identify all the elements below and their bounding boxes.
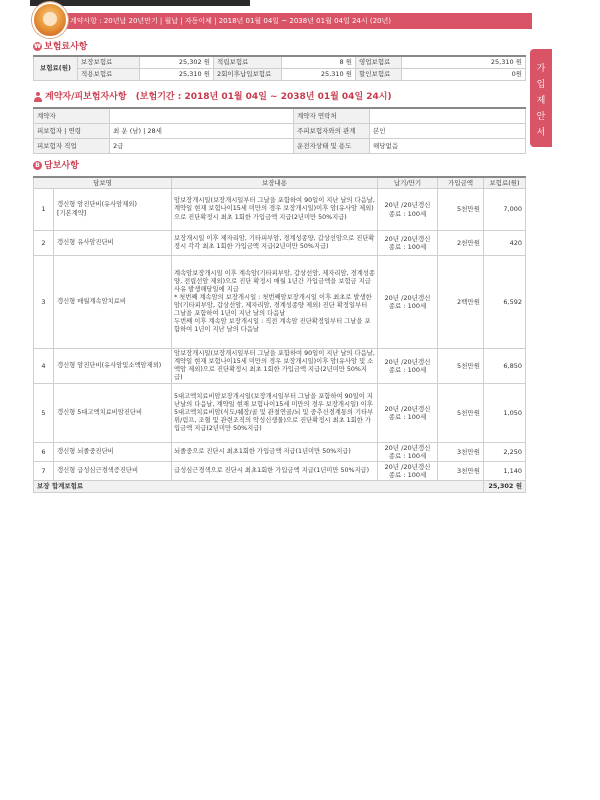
coverage-amount: 2백만원 [438, 256, 484, 349]
coverage-name: 갱신형 암진단비(유사암제외) [기본계약] [54, 189, 172, 231]
table-cell: 25,310 원 [282, 69, 356, 81]
coverage-term: 20년 /20년갱신 종료 : 100세 [378, 384, 438, 443]
coverage-name: 갱신형 급성심근경색증진단비 [54, 462, 172, 481]
table-cell [370, 108, 526, 124]
column-header: 보험료(원) [484, 177, 526, 189]
coverage-premium: 420 [484, 231, 526, 256]
coverage-premium: 2,250 [484, 443, 526, 462]
won-coin-icon: ₩ [34, 43, 41, 50]
coverage-premium: 6,592 [484, 256, 526, 349]
column-header: 가입금액 [438, 177, 484, 189]
contract-summary-text: 계약사항 : 20년납 20년만기 | 월납 | 자동이체 | 2018년 01월 04일 ~ 2038년 01월 04일 24시 (20년) [70, 17, 391, 25]
table-row [34, 349, 526, 384]
row-number: 6 [34, 443, 54, 462]
coverage-content: 암보장개시일(보장개시일부터 그날을 포함하여 90일이 지난 날의 다음날, 계약일 현재 보험나이15세 미만의 경우 보장개시일)이후 암(유사암 제외)으로 진단확정시 최초 1회한 가입금액 지급(2년미만 50%지급) [172, 189, 378, 231]
table-cell: 2회이후납입보험료 [214, 69, 282, 81]
table-cell: 계약자 [34, 108, 110, 124]
table-cell: 보장보험료 [78, 56, 140, 69]
coverage-amount: 3천만원 [438, 462, 484, 481]
table-row [34, 231, 526, 256]
coverage-name: 갱신형 암진단비(유사암및소액암제외) [54, 349, 172, 384]
contract-summary-banner [34, 13, 532, 29]
total-row [34, 481, 526, 493]
table-row [34, 189, 526, 231]
table-row [34, 384, 526, 443]
premium-section-header [33, 41, 87, 53]
table-cell: 2급 [110, 139, 294, 154]
contract-section-title: 계약자/피보험자사항 [45, 92, 127, 102]
total-label: 보장 합계보험료 [34, 481, 484, 493]
column-header: 보장내용 [172, 177, 378, 189]
coverage-content: 뇌졸중으로 진단시 최초1회한 가입금액 지급(1년미만 50%지급) [172, 443, 378, 462]
table-cell: 최 운 (남) | 28세 [110, 124, 294, 139]
coverage-premium: 1,140 [484, 462, 526, 481]
table-cell: 25,310 원 [402, 56, 526, 69]
row-number: 4 [34, 349, 54, 384]
coverage-section-header [33, 160, 79, 172]
contract-section-header [33, 91, 392, 103]
coverage-content: 5대고액치료비암보장개시일(보장개시일부터 그날을 포함하여 90일이 지난날의 다음날, 계약일 현재 보험나이15세 미만의 경우 보장개시일) 이후 5대고액치료비암(식도/췌장/골 및 관절연골/뇌 및 중추신경계통의 기타부위/림프, 조혈 및 관련조직의 악성신생물)으로 진단확정시 최초 1회한 가입금액 지급(2년미만 50%지급) [172, 384, 378, 443]
coverage-name: 갱신형 매월계속암치료비 [54, 256, 172, 349]
side-tab-char: 서 [536, 128, 546, 138]
coverage-term: 20년 /20년갱신 종료 : 100세 [378, 231, 438, 256]
table-cell: 계약자 연락처 [294, 108, 370, 124]
side-tab-char: 제 [536, 96, 546, 106]
table-header-row [34, 177, 526, 189]
coverage-content: 보장개시일 이후 제자리암, 기타피부암, 경계성종양, 갑상선암으로 진단확정시 각각 최초 1회한 가입금액 지급(2년미만 50%지급) [172, 231, 378, 256]
table-cell: 적립보험료 [214, 56, 282, 69]
side-tab-char: 입 [536, 80, 546, 90]
table-cell: 주피보험자와의 관계 [294, 124, 370, 139]
table-row [34, 139, 526, 154]
table-row [34, 256, 526, 349]
coverage-content: 급성심근경색으로 진단시 최초1회한 가입금액 지급(1년미만 50%지급) [172, 462, 378, 481]
table-row [34, 124, 526, 139]
coverage-section-title: 담보사항 [44, 161, 79, 171]
table-cell: 25,302 원 [140, 56, 214, 69]
premium-table [33, 55, 526, 81]
table-cell: 피보험자 | 연령 [34, 124, 110, 139]
table-row [34, 462, 526, 481]
table-cell [110, 108, 294, 124]
contract-table [33, 107, 526, 154]
table-cell: 0원 [402, 69, 526, 81]
table-cell: 25,310 원 [140, 69, 214, 81]
table-cell: 본인 [370, 124, 526, 139]
coverage-amount: 5천만원 [438, 189, 484, 231]
table-cell: 운전자상태 및 용도 [294, 139, 370, 154]
coverage-term: 20년 /20년갱신 종료 : 100세 [378, 443, 438, 462]
table-cell: 영업보험료 [356, 56, 402, 69]
mascot-face [43, 12, 57, 26]
side-tab-proposal[interactable] [530, 49, 552, 147]
coverage-amount: 3천만원 [438, 443, 484, 462]
table-cell: 피보험자 직업 [34, 139, 110, 154]
row-number: 2 [34, 231, 54, 256]
coverage-premium: 6,850 [484, 349, 526, 384]
coverage-name: 갱신형 유사암진단비 [54, 231, 172, 256]
shield-icon: B [33, 161, 42, 170]
table-cell: 해당없음 [370, 139, 526, 154]
coverage-table [33, 176, 526, 493]
mascot-logo [32, 2, 68, 38]
coverage-rows [34, 189, 526, 481]
coverage-content: 계속암보장개시일 이후 계속암(기타피부암, 갑상선암, 제자리암, 경계성종양, 전립선암 제외)으로 진단 확정시 매월 1년간 가입금액을 보험금 지급사유 발생해당일에 지급 * 첫번째 계속암의 보장개시일 : 첫번째암보장개시일 이후 최초로 발생한 암(기타피부암, 갑상선암, 제자리암, 경계성종양 제외) 진단 확정일부터 그날을 포함하여 1년이 지난 날의 다음날 두번째 이후 계속암 보장개시일 : 직전 계속암 진단확정일부터 그날을 포함하여 1년이 지난 날의 다음날 [172, 256, 378, 349]
table-row [34, 69, 526, 81]
coverage-amount: 5천만원 [438, 349, 484, 384]
coverage-amount: 2천만원 [438, 231, 484, 256]
table-cell: 적용보험료 [78, 69, 140, 81]
coverage-amount: 5천만원 [438, 384, 484, 443]
coverage-term: 20년 /20년갱신 종료 : 100세 [378, 462, 438, 481]
row-number: 5 [34, 384, 54, 443]
side-tab-char: 안 [536, 112, 546, 122]
coverage-term: 20년 /20년갱신 종료 : 100세 [378, 349, 438, 384]
premium-row-label: 보험료(원) [34, 56, 78, 81]
premium-section-title: 보험료사항 [44, 42, 88, 52]
row-number: 1 [34, 189, 54, 231]
coverage-term: 20년 /20년갱신 종료 : 100세 [378, 256, 438, 349]
table-row [34, 56, 526, 69]
row-number: 3 [34, 256, 54, 349]
column-header: 담보명 [34, 177, 172, 189]
coverage-name: 갱신형 5대고액치료비암진단비 [54, 384, 172, 443]
row-number: 7 [34, 462, 54, 481]
table-row [34, 108, 526, 124]
coverage-name: 갱신형 뇌졸중진단비 [54, 443, 172, 462]
table-cell: 8 원 [282, 56, 356, 69]
column-header: 납기/만기 [378, 177, 438, 189]
coverage-premium: 1,050 [484, 384, 526, 443]
table-row [34, 443, 526, 462]
coverage-premium: 7,000 [484, 189, 526, 231]
coverage-content: 암보장개시일(보장개시일부터 그날을 포함하여 90일이 지난 날의 다음날, 계약일 현재 보험나이15세 미만의 경우 보장개시일)이후 암(유사암 및 소액암 제외)으로 진단확정시 최초 1회한 가입금액 지급(2년미만 50%지급) [172, 349, 378, 384]
total-value: 25,302 원 [484, 481, 526, 493]
side-tab-char: 가 [536, 64, 546, 74]
person-icon [33, 92, 43, 102]
table-cell: 할인보험료 [356, 69, 402, 81]
insurance-period: (보험기간 : 2018년 01월 04일 ~ 2038년 01월 04일 24시) [135, 92, 392, 102]
top-edge-bar [30, 0, 250, 6]
coverage-term: 20년 /20년갱신 종료 : 100세 [378, 189, 438, 231]
